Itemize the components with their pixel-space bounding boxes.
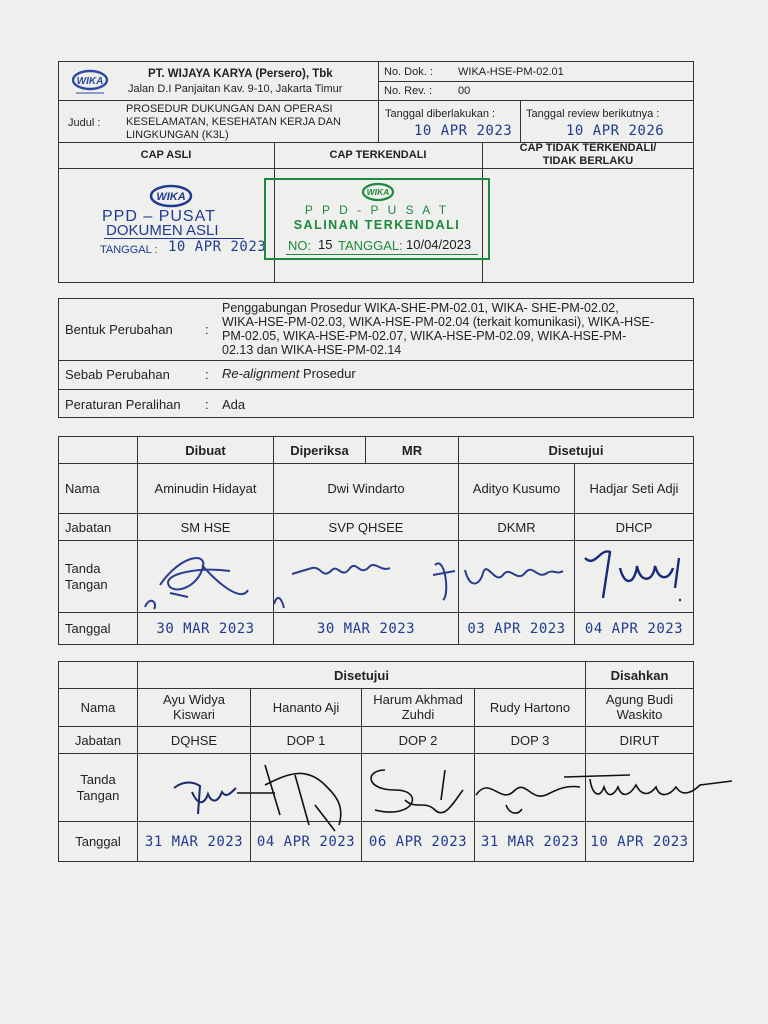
row-label-ttd: Tanda Tangan <box>59 541 138 613</box>
signature-hananto <box>235 755 355 835</box>
stamp-asli-tanggal-value: 10 APR 2023 <box>168 239 267 255</box>
tanggal-mr: 03 APR 2023 <box>459 613 575 645</box>
sebab-italic: Re-alignment <box>222 366 300 381</box>
tgl-berlaku-stamp: 10 APR 2023 <box>414 123 513 139</box>
svg-text:WIKA: WIKA <box>366 187 390 197</box>
nama2-ayu-line2: Kiswari <box>173 706 215 722</box>
jabatan-mr: DKMR <box>459 514 575 541</box>
jabatan-diperiksa: SVP QHSEE <box>274 514 459 541</box>
nama-mr: Adityo Kusumo <box>459 464 575 514</box>
perubahan-sep: : <box>205 322 209 337</box>
judul-label: Judul : <box>68 117 101 129</box>
cap-tidak-label-2: TIDAK BERLAKU <box>542 155 634 167</box>
nama2-agung <box>586 689 694 727</box>
stamp-asli-tanggal-label: TANGGAL : <box>100 244 158 256</box>
tanggal2-3: 31 MAR 2023 <box>475 822 586 862</box>
nama-diperiksa: Dwi Windarto <box>274 464 459 514</box>
header-diperiksa: Diperiksa <box>274 437 366 464</box>
sebab-rest: Prosedur <box>299 366 356 381</box>
nama2-rudy: Rudy Hartono <box>475 689 586 727</box>
perubahan-sep: : <box>205 367 209 382</box>
sebab-value <box>222 366 356 382</box>
tanggal2-4: 10 APR 2023 <box>586 822 694 862</box>
nama2-ayu <box>138 689 251 727</box>
no-rev-label: No. Rev. : <box>384 85 433 97</box>
header-divider <box>58 100 378 101</box>
signature-dwi <box>272 552 442 612</box>
stamp-dokumen-asli <box>96 184 267 264</box>
tanggal-dibuat: 30 MAR 2023 <box>138 613 274 645</box>
stamp-asli-line2: DOKUMEN ASLI <box>106 222 219 239</box>
row-label-jabatan: Jabatan <box>59 514 138 541</box>
stamp-terkendali-tanggal-value: 10/04/2023 <box>406 237 472 252</box>
header2-disahkan: Disahkan <box>586 662 694 689</box>
wika-green-logo-icon <box>360 182 396 202</box>
cap-terkendali-label: CAP TERKENDALI <box>329 149 427 161</box>
jabatan2-4: DIRUT <box>586 727 694 754</box>
perubahan-divider <box>58 389 694 390</box>
bentuk-line-2: WIKA-HSE-PM-02.03, WIKA-HSE-PM-02.04 (terkait komunikasi), WIKA-HSE- <box>222 315 655 329</box>
header-divider <box>378 100 694 101</box>
signature-aminudin <box>140 545 260 615</box>
tgl-review-stamp: 10 APR 2026 <box>566 123 665 139</box>
perubahan-label-sebab: Sebab Perubahan <box>65 367 170 382</box>
row2-label-nama: Nama <box>59 689 138 727</box>
header-divider <box>520 100 521 142</box>
jabatan-dibuat: SM HSE <box>138 514 274 541</box>
stamp-asli-line1: PPD – PUSAT <box>102 208 216 225</box>
stamp-terkendali-no-label: NO: <box>288 238 312 253</box>
nama-dibuat: Aminudin Hidayat <box>138 464 274 514</box>
perubahan-sep: : <box>205 397 209 412</box>
tanggal2-0: 31 MAR 2023 <box>138 822 251 862</box>
header-disetujui: Disetujui <box>459 437 694 464</box>
stamp-terkendali-tanggal-label: TANGGAL: <box>338 238 403 253</box>
stamp-terkendali-underline <box>286 254 478 255</box>
signature-hadjar <box>575 538 690 618</box>
signature-agung <box>560 765 740 810</box>
row-label-tanggal: Tanggal <box>59 613 138 645</box>
corner-cell <box>59 437 138 464</box>
jabatan2-0: DQHSE <box>138 727 251 754</box>
signature-harum <box>345 760 475 830</box>
corner-cell <box>59 662 138 689</box>
no-dok-value: WIKA-HSE-PM-02.01 <box>458 66 564 78</box>
cap-tidak-label-1: CAP TIDAK TERKENDALI/ <box>519 142 657 154</box>
header-divider <box>378 81 694 82</box>
no-rev-value: 00 <box>458 85 471 97</box>
tgl-berlaku-label: Tanggal diberlakukan : <box>385 108 496 120</box>
nama2-hananto: Hananto Aji <box>251 689 362 727</box>
jabatan2-1: DOP 1 <box>251 727 362 754</box>
bentuk-line-4: 02.13 dan WIKA-HSE-PM-02.14 <box>222 343 402 357</box>
stamp-terkendali-line2: SALINAN TERKENDALI <box>293 218 461 232</box>
perubahan-label-bentuk: Bentuk Perubahan <box>65 322 173 337</box>
nama2-agung-line1: Agung Budi <box>605 691 674 707</box>
judul-line-1: PROSEDUR DUKUNGAN DAN OPERASI <box>126 103 333 115</box>
company-address: Jalan D.I Panjaitan Kav. 9-10, Jakarta Timur <box>128 83 343 95</box>
wika-logo <box>70 68 110 96</box>
tgl-review-label: Tanggal review berikutnya : <box>526 108 660 120</box>
header-divider <box>378 61 379 142</box>
no-dok-label: No. Dok. : <box>384 66 433 78</box>
bentuk-line-3: PM-02.05, WIKA-HSE-PM-02.07, WIKA-HSE-PM-02.09, WIKA-HSE-PM- <box>222 329 627 343</box>
row2-label-tanggal: Tanggal <box>59 822 138 862</box>
stamp-terkendali-line1: P P D - P U S A T <box>304 203 450 217</box>
cap-asli-label: CAP ASLI <box>140 149 192 161</box>
nama2-harum-line2: Zuhdi <box>401 706 435 722</box>
stamp-salinan-terkendali <box>264 178 490 260</box>
signature-ayu <box>170 770 240 820</box>
svg-text:WIKA: WIKA <box>156 191 186 203</box>
perubahan-divider <box>58 360 694 361</box>
nama2-harum-line1: Harum Akhmad <box>373 691 463 707</box>
nama-disetujui: Hadjar Seti Adji <box>575 464 694 514</box>
row2-label-jabatan: Jabatan <box>59 727 138 754</box>
perubahan-label-peraturan: Peraturan Peralihan <box>65 397 181 412</box>
tanggal2-1: 04 APR 2023 <box>251 822 362 862</box>
header-mr: MR <box>366 437 459 464</box>
tanggal2-2: 06 APR 2023 <box>362 822 475 862</box>
stamp-terkendali-no-value: 15 <box>318 237 333 252</box>
company-name: PT. WIJAYA KARYA (Persero), Tbk <box>148 68 333 80</box>
judul-line-3: LINGKUNGAN (K3L) <box>126 129 229 141</box>
jabatan2-3: DOP 3 <box>475 727 586 754</box>
bentuk-line-1: Penggabungan Prosedur WIKA-SHE-PM-02.01, WIKA- SHE-PM-02.02, <box>222 301 619 315</box>
signature-adityo <box>425 545 575 615</box>
tanggal-diperiksa: 30 MAR 2023 <box>274 613 459 645</box>
judul-line-2: KESELAMATAN, KESEHATAN KERJA DAN <box>126 116 341 128</box>
row-label-nama: Nama <box>59 464 138 514</box>
jabatan-disetujui: DHCP <box>575 514 694 541</box>
tanggal-disetujui: 04 APR 2023 <box>575 613 694 645</box>
jabatan2-2: DOP 2 <box>362 727 475 754</box>
nama2-agung-line2: Waskito <box>616 706 663 722</box>
header2-disetujui: Disetujui <box>138 662 586 689</box>
svg-text:WIKA: WIKA <box>76 76 104 87</box>
nama2-harum <box>362 689 475 727</box>
row2-label-ttd: Tanda Tangan <box>59 754 138 822</box>
nama2-ayu-line1: Ayu Widya <box>163 691 225 707</box>
header-dibuat: Dibuat <box>138 437 274 464</box>
peraturan-value: Ada <box>222 397 246 412</box>
